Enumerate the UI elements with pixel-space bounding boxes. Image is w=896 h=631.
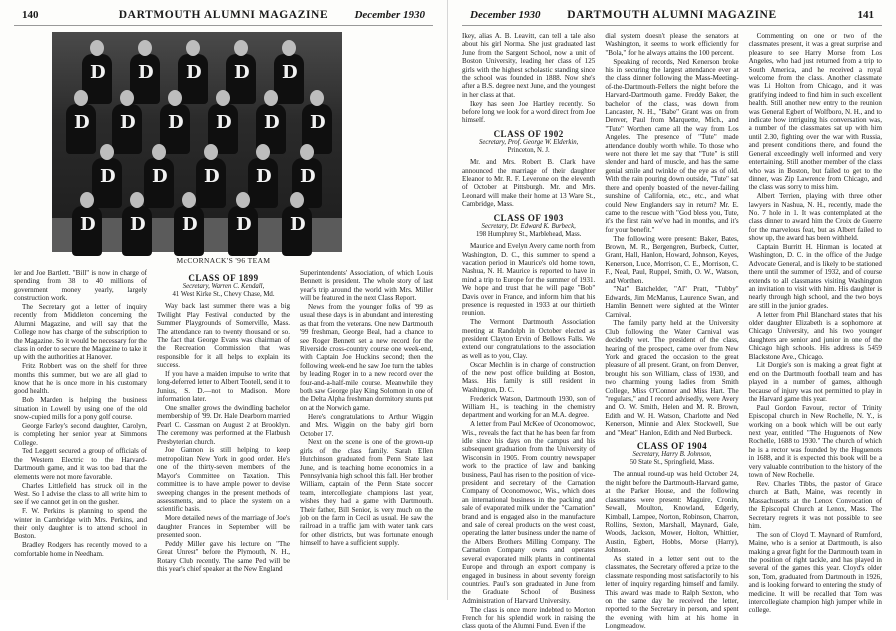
paragraph: Mr. and Mrs. Robert B. Clark have announced the marriage of their daughter Eleanor to Mr. R. F. Leverone on the eleventh of October at Pittsburgh. Mr. and Mrs. Leonard will make their home at 13 Ware St., Cambridge, Mass. — [462, 158, 596, 209]
player-face — [204, 144, 218, 160]
paragraph: A letter from Phil Blanchard states that his older daughter Elizabeth is a sophomore at Chicago University, and his two younger daughters are senior and junior in one of the Chicago high schools. His address is 5459 Blackstone Ave., Chicago. — [748, 310, 882, 361]
player-face — [152, 144, 166, 160]
class-1902-secretary-name: Secretary, Prof. George W. Elderkin, — [478, 139, 579, 147]
right-page-number: 141 — [857, 9, 874, 21]
class-1902-notes — [462, 158, 595, 208]
paragraph: Ted Leggett secured a group of officials of the Western Electric to the Harvard-Dartmouth game, and it was too bad that the elements were not more favorable. — [14, 447, 147, 481]
class-1904-notes — [605, 470, 738, 630]
letter-d-icon: D — [256, 166, 272, 187]
right-column-3 — [748, 32, 882, 615]
player-face — [80, 192, 94, 208]
paragraph: Captain Burritt H. Hinman is located at Washington, D. C. in the office of the Judge Advocate General, and is likely to be stationed there until the summer of 1932, and of course extends to all classmates visiting Washington an invitation to visit with him. His daughter is nearly through high school, and the two boys are still in the junior grades. — [748, 242, 882, 310]
player-face — [130, 192, 144, 208]
letter-d-icon: D — [282, 62, 298, 83]
paragraph: The annual round-up was held October 24, the night before the Dartmouth-Harvard game, at the Parker House, and the following classmates were present: Maguire, Cronin, Sewall, Moulton, Knowland, Edgerly, Kimball, Lampee, Norton, Robinson, Charron, Rollins, Sexton, Marshall, Maynard, Gale, Woods, Jackson, Mower, Holton, Whittier, Austin, Egbert, Hobbs, Morse (Harry), Johnson. — [605, 470, 739, 555]
letter-d-icon: D — [90, 62, 106, 83]
class-1899-notes — [157, 302, 290, 573]
paragraph: "Nat" Batchelder, "Al" Pratt, "Tubby" Edwards, Jim McManus, Laurence Swan, and Hamlin Bennett were sighted at the Winter Carnival. — [605, 285, 739, 319]
paragraph: Commenting on one or two of the classmates present, it was a great surprise and pleasure to see Harry Morse from Los Angeles, who had just returned from a trip to South America, and he received a royal welcome from the class. Another classmate was Li Holton from Chicago, and it was gratifying indeed to find him in such excellent health. Still another new entry to the reunion was General Egbert of Wolfboro, N. H., and to indicate how intriguing his conversation was, a number of the classmates sat up with him until 2.30, fighting over the war with Russia, and present conditions there, and found the General exceedingly well informed and very entertaining. Still another member of the class who was in Boston, but failed to get to the dinner, was Zip Lawrence from Chicago, and the class was sorry to miss him. — [748, 32, 882, 192]
left-column-2 — [157, 269, 290, 574]
player-face — [100, 144, 114, 160]
paragraph: The following were present: Baker, Bates, Brown, M. R., Bergengren, Burbeck, Cutter, Grant, Hall, Hanlon, Howard, Johnson, Keyes, Kenerson, Luce, Morrison, C. E., Morrison, C. F., Neal, Paul, Ruppel, Smith, O. W., Watson, and Worthen. — [605, 234, 739, 285]
letter-d-icon: D — [80, 214, 96, 235]
player-face — [310, 90, 324, 106]
paragraph: Next on the scene is one of the grown-up girls of the class family. Sarah Ellen Hutchinson graduated from Penn State last June, and is teaching home economics in a Pennsylvania high school this fall. Her brother William, captain of the Penn State soccer team, intercollegiate champions last year, wishes they had a game with Dartmouth. Their father, Bill Senior, is very much on the job on the farm in Cecil as usual. He saw the railroad in a traffic jam with water tank cars for other districts, but was fortunate enough himself to have a sufficient supply. — [300, 438, 433, 548]
letter-d-icon: D — [300, 166, 316, 187]
paragraph: Charles Littlefield has struck oil in the West. So I advise the class to all write him to see if we cannot get in on the gusher. — [14, 481, 147, 507]
left-magazine-title: DARTMOUTH ALUMNI MAGAZINE — [118, 9, 329, 21]
paragraph: F. W. Perkins is planning to spend the winter in Cambridge with Mrs. Perkins, and their only daughter is to attend school in Boston. — [14, 507, 147, 541]
letter-d-icon: D — [74, 112, 90, 133]
paragraph: Superintendents' Association, of which Louis Bennett is president. The whole story of last year's trip around the world with Mrs. Miller will be featured in the next Class Report. — [300, 269, 433, 303]
class-1902-secretary — [462, 139, 595, 155]
letter-d-icon: D — [216, 112, 232, 133]
paragraph: The Secretary got a letter of inquiry recently from Middleton concerning the Alumni Magazine, and will say that the College now has charge of the subscription to the Magazine. So it would be necessary for the class in order to secure the Magazine to take it up with the authorities at Hanover. — [14, 303, 147, 362]
class-1899-notes-continued — [462, 32, 595, 125]
right-page — [448, 0, 896, 631]
paragraph: Oscar Mechlin is in charge of construction of the new post office building at Boston, Mass. His family is still resident in Washington, D. C. — [462, 360, 596, 394]
left-issue-date: December 1930 — [354, 9, 425, 21]
letter-d-icon: D — [100, 166, 116, 187]
photo-caption: McCORNACK'S '96 TEAM — [176, 256, 271, 265]
paragraph: Bob Marden is helping the business situation in Lowell by using one of the old snow-cupied mills for a pony golf course. — [14, 396, 147, 422]
player-face — [216, 90, 230, 106]
class-1903-secretary-address: 198 Humphrey St., Marblehead, Mass. — [475, 231, 582, 239]
letter-d-icon: D — [130, 214, 146, 235]
player-face — [138, 40, 152, 56]
letter-d-icon: D — [182, 214, 198, 235]
paragraph: The class is once more indebted to Morton French for his splendid work in raising the class quota of the Alumni Fund. Even if the — [462, 605, 596, 631]
left-columns — [14, 269, 433, 574]
paragraph: A letter from Paul McKee of Oconomowoc, Wis., reveals the fact that he has been far from idle since his days on the campus and his subsequent graduation from the University of Wisconsin in 1905. From country newspaper work to the practice of law and banking business, Paul has risen to the position of vice-president and secretary of the Carnation Company of Oconomowoc, Wis., which does an international business in the packing and sale of evaporated milk under the "Carnation" brand and is engaged also in the manufacture and sale of cereal products on the west coast, operating the latter business under the name of the Albers Brothers Milling Company. The Carnation Company owns and operates several evaporated milk plants in continental Europe and through an export company is engaged in business in about seventy foreign countries. Paul's son graduated in June from the Graduate School of Business Administration of Harvard University. — [462, 420, 596, 605]
letter-d-icon: D — [234, 62, 250, 83]
paragraph: Rev. Charles Tibbs, the pastor of Grace church at Bath, Maine, was recently in Massachusetts at the Lenox Convocation of the Episcopal Church at Lenox, Mass. The Secretary regrets it was not possible to see him. — [748, 479, 882, 530]
right-magazine-title: DARTMOUTH ALUMNI MAGAZINE — [567, 9, 777, 21]
class-1904-heading: CLASS OF 1904 — [636, 441, 708, 452]
left-page-number: 140 — [22, 9, 39, 21]
player-face — [236, 192, 250, 208]
paragraph: Here's congratulations to Arthur Wiggin and Mrs. Wiggin on the baby girl born October 17. — [300, 412, 433, 438]
paragraph: The family party held at the University Club following the Water Carnival was decidedly wet. The president of the class, hearing of the prospect, came over from New York and graced the occasion to the great pleasure of all present. Grant, on from Denver, brought his son William, class of 1930, and two charming young ladies from Smith College, Miss O'Connor and Miss Hart. The "regulars," and I record advisedly, were Avery and O. W. Smith, Helen and M. R. Brown, Edith and W. H. Watson, Charlotte and Ned Kenerson, Minnie and Alex Stockwell, Sue and "Meat" Hanlon, Edith and Ned Burbeck. — [605, 319, 739, 437]
letter-d-icon: D — [186, 62, 202, 83]
class-1899-secretary-address: 41 West Kirke St., Chevy Chase, Md. — [172, 291, 275, 299]
class-1902-secretary-address: Princeton, N. J. — [507, 147, 550, 155]
letter-d-icon: D — [138, 62, 154, 83]
letter-d-icon: D — [120, 112, 136, 133]
paragraph: News from the younger folks of '99 as usual these days is in abundant and interesting as that from the veterans. One new Dartmouth '99 freshman, George Beal, had a chance to see Roger Bennett set a new record for the Riverside cross-country course one week-end, with Captain Joe Huckins second; then the following week-end he saw Joe turn the tables by leading Roger in to a new record over the four-and-a-half-mile course. Meanwhile they both saw George play King Solomon in one of the Delta Alpha freshman dormitory stunts put on at the Norwich game. — [300, 303, 433, 412]
player-face — [264, 90, 278, 106]
paragraph: As stated in a letter sent out to the classmates, the Secretary offered a prize to the classmate responding most satisfactorily to his letter of inquiry regarding himself and family. This award was made to Ralph Sexton, who on the same day he received the letter, reported to the Secretary in person, and spent the evening with him at his home in Longmeadow. — [605, 554, 739, 631]
class-1902-heading: CLASS OF 1902 — [493, 128, 564, 139]
right-column-2 — [605, 32, 739, 631]
paragraph: More detailed news of the marriage of Joe's daughter Frances in September will be presented soon. — [157, 514, 290, 539]
class-1904-secretary-name: Secretary, Harry B. Johnson, — [632, 451, 712, 459]
letter-d-icon: D — [168, 112, 184, 133]
paragraph: Way back last summer there was a big Twilight Play Festival conducted by the Summer Playgrounds of Somerville, Mass. The attendance ran to twenty thousand or so. The fact that George Evans was chairman of the Recreation Commission that was responsible for it all helps to explain its success. — [157, 302, 290, 370]
class-1904-secretary — [605, 451, 738, 467]
right-column-1 — [462, 32, 596, 631]
player-face — [120, 90, 134, 106]
paragraph: If you have a maiden impulse to write that long-deferred letter to Albert Tootell, send it to Junius, S. D.—not to Madison. More information later. — [157, 370, 290, 404]
player-face — [234, 40, 248, 56]
paragraph: Lit Dorgie's son is making a great fight at end on the Dartmouth football team and has played in a number of games, although because of injury was not permitted to play in the Harvard game this year. — [748, 361, 882, 404]
paragraph: Frederick Watson, Dartmouth 1930, son of William H., is teaching in the chemistry department and working for an M.A. degree. — [462, 394, 596, 420]
letter-d-icon: D — [204, 166, 220, 187]
letter-d-icon: D — [310, 112, 326, 133]
right-issue-date: December 1930 — [470, 9, 541, 21]
paragraph: Maurice and Evelyn Avery came north from Washington, D. C., this summer to spend a vacation period in Maurice's old home town, Nashua, N. H. Maurice is reported to have in mind a trip to Europe for the summer of 1931. We hope and trust that he will page "Bob" Davis over in France, and inform him that his presence is requested in 1933 at our thirtieth reunion. — [462, 242, 596, 318]
right-page-header — [462, 8, 882, 26]
letter-d-icon: D — [152, 166, 168, 187]
left-column-3 — [300, 269, 433, 574]
class-1903-notes-continued — [605, 32, 738, 437]
player-face — [168, 90, 182, 106]
paragraph: Speaking of records, Ned Kenerson broke his in securing the largest attendance ever at the class dinner following the Mass-Meeting-of-the-Dartmouth-Fellers the night before the Harvard-Dartmouth game. Freddy Baker, the bachelor of the class, was down from Lancaster, N. H., "Babe" Grant was on from Denver, Paul from Marquette, Mich., and "Tute" Worthen came all the way from Los Angeles. The presence of "Tute" made attendance doubly worth while. To those who were not there let me say that "Tute" is still slender and hard of muscle, and has the same genial smile and twinkle of the eye as of old. With the rain pouring down outside, "Tute" sat there and openly boasted of the never-failing sunshine of California, etc., etc., and what could New Englanders say in return? Mr. E. came to the rescue with "God bless you, Tute, it's the first rain we've had in months, and it's for your benefit." — [605, 57, 739, 234]
player-face — [290, 192, 304, 208]
class-1904-secretary-address: 50 State St., Springfield, Mass. — [629, 459, 715, 467]
paragraph: Paul Gordon Favour, rector of Trinity Episcopal church in New Rochelle, N. Y., is working on a book which will be out early next year, entitled "The Huguenots of New Rochelle, 1688 to 1930." The church of which he is a rector was founded by the Huguenots in 1688, and it is expected this book will be a very valuable contribution to the history of the town of New Rochelle. — [748, 403, 882, 480]
class-1903-heading: CLASS OF 1903 — [493, 212, 564, 223]
team-photo — [52, 32, 342, 252]
paragraph: Bradley Rodgers has recently moved to a comfortable home in Needham. — [14, 541, 147, 558]
player-face — [186, 40, 200, 56]
player-face — [74, 90, 88, 106]
paragraph: Joe Gannon is still helping to keep metropolitan New York in good order. He's one of the thirty-seven members of the Mayor's Committee on Taxation. This committee is to have ample power to devise sweeping changes in the present methods of assessments, and to place the system on a scientific basis. — [157, 446, 290, 514]
paragraph: The Vermont Dartmouth Association meeting at Randolph in October elected as president Clayton Ervin of Bellows Falls. We extend our congratulations to the association as well as to you, Clay. — [462, 318, 596, 360]
paragraph: The son of Cloyd T. Maynard of Rumford, Maine, who is a senior at Dartmouth, is also making a great fight for the Dartmouth team in the position of right tackle, and has played in several of the games this year. Cloyd's older son, Tom, graduated from Dartmouth in 1926, and is looking forward to entering the study of medicine. It will be recalled that Tom was intercollegiate champion high jumper while in college. — [748, 530, 882, 615]
player-face — [182, 192, 196, 208]
paragraph: Albert Terrien, playing with three other lawyers in Nashua, N. H., recently, made the No. 7 hole in 1. It was contemplated at the class dinner to award him the Croix de Guerre for the marvelous feat, but as Albert failed to show up, the award has been withheld. — [748, 192, 882, 243]
left-column-1 — [14, 269, 147, 574]
class-1903-secretary — [462, 223, 595, 239]
paragraph: Ikey has seen Joe Hartley recently. So before long we look for a word direct from Joe himself. — [462, 99, 596, 125]
paragraph: Ikey, alias A. B. Leavitt, can tell a tale also about his girl Norma. She just graduated last June from the Sargent School, now a unit of Boston University, leading her class of 125 girls with the highest scholastic standing since the school was founded in 1888. Now she's after a B.S. degree next June, and the youngest in her class at that. — [462, 32, 596, 99]
paragraph: ler and Joe Bartlett. "Bill" is now in charge of spending from 38 to 40 millions of government money yearly, largely construction work. — [14, 269, 147, 303]
left-page — [0, 0, 448, 600]
paragraph: George Farley's second daughter, Carolyn, is completing her senior year at Simmons College. — [14, 421, 147, 447]
class-1903-secretary-name: Secretary, Dr. Edward K. Burbeck, — [481, 223, 576, 231]
class-1899-heading: CLASS OF 1899 — [188, 273, 259, 283]
player-face — [256, 144, 270, 160]
paragraph: dial system doesn't please the senators at Washington, it seems to work efficiently for "Bola," for he always attains the 100 percent. — [605, 32, 739, 57]
player-face — [90, 40, 104, 56]
class-1899-secretary-name: Secretary, Warren C. Kendall, — [182, 283, 265, 291]
paragraph: Peddy Miller gave his lecture on "The Great Unrest" before the Plymouth, N. H., Rotary Club recently. The same Ped will be this year's chief speaker at the New England — [157, 539, 290, 573]
right-columns — [462, 32, 882, 631]
left-page-header — [14, 8, 433, 26]
paragraph: Fritz Robbert was on the shelf for three months this summer, but we are all glad to know that he is once more in his customary good health. — [14, 362, 147, 396]
player-face — [282, 40, 296, 56]
letter-d-icon: D — [236, 214, 252, 235]
letter-d-icon: D — [290, 214, 306, 235]
class-1903-notes — [462, 242, 595, 631]
player-face — [300, 144, 314, 160]
paragraph: One smaller grows the dwindling bachelor membership of '99. Dr. Hale Dearborn married Pearl C. Cassman on August 2 at Brooklyn. The ceremony was performed at the Flatbush Presbyterian church. — [157, 404, 290, 446]
letter-d-icon: D — [264, 112, 280, 133]
class-1899-secretary — [157, 283, 290, 299]
